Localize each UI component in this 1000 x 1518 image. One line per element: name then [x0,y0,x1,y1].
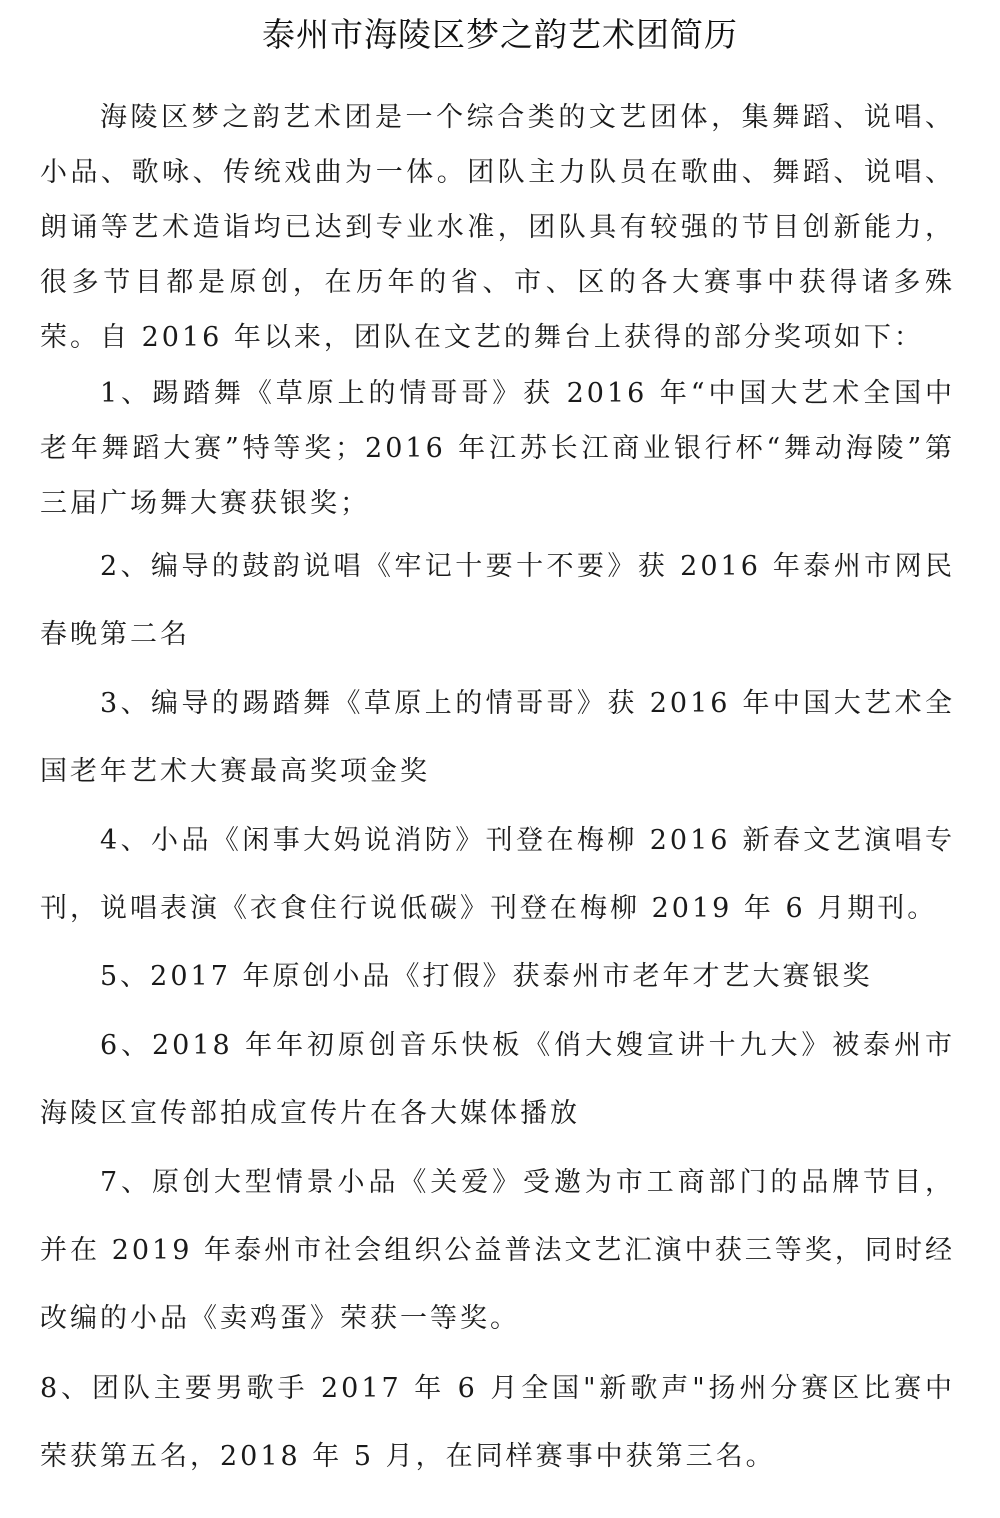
intro-paragraph: 海陵区梦之韵艺术团是一个综合类的文艺团体，集舞蹈、说唱、小品、歌咏、传统戏曲为一体。团队主力队员在歌曲、舞蹈、说唱、朗诵等艺术造诣均已达到专业水准，团队具有较强的节目创新能力，很多节目都是原创，在历年的省、市、区的各大赛事中获得诸多殊荣。 [40,102,955,353]
award-item-4: 4、小品《闲事大妈说消防》刊登在梅柳 2016 新春文艺演唱专刊，说唱表演《衣食住行说低碳》刊登在梅柳 2019 年 6 月期刊。 [40,825,955,924]
document-title: 泰州市海陵区梦之韵艺术团简历 [262,15,738,54]
award-item-1: 1、踢踏舞《草原上的情哥哥》获 2016 年“中国大艺术全国中老年舞蹈大赛”特等奖；2016 年江苏长江商业银行杯“舞动海陵”第三届广场舞大赛获银奖； [40,378,955,519]
award-item-6: 6、2018 年年初原创音乐快板《俏大嫂宣讲十九大》被泰州市海陵区宣传部拍成宣传片在各大媒体播放 [40,1030,955,1129]
award-item-3: 3、编导的踢踏舞《草原上的情哥哥》获 2016 年中国大艺术全国老年艺术大赛最高奖项金奖 [40,688,955,787]
award-item-7: 7、原创大型情景小品《关爱》受邀为市工商部门的品牌节目，并在 2019 年泰州市社会组织公益普法文艺汇演中获三等奖，同时经改编的小品《卖鸡蛋》荣获一等奖。 [40,1167,955,1334]
award-item-8: 8、团队主要男歌手 2017 年 6 月全国"新歌声"扬州分赛区比赛中荣获第五名，2018 年 5 月，在同样赛事中获第三名。 [40,1373,955,1472]
award-item-2: 2、编导的鼓韵说唱《牢记十要十不要》获 2016 年泰州市网民春晚第二名 [40,551,955,650]
award-item-5: 5、2017 年原创小品《打假》获泰州市老年才艺大赛银奖 [100,961,873,992]
awards-intro-paragraph: 自 2016 年以来，团队在文艺的舞台上获得的部分奖项如下： [100,322,924,353]
